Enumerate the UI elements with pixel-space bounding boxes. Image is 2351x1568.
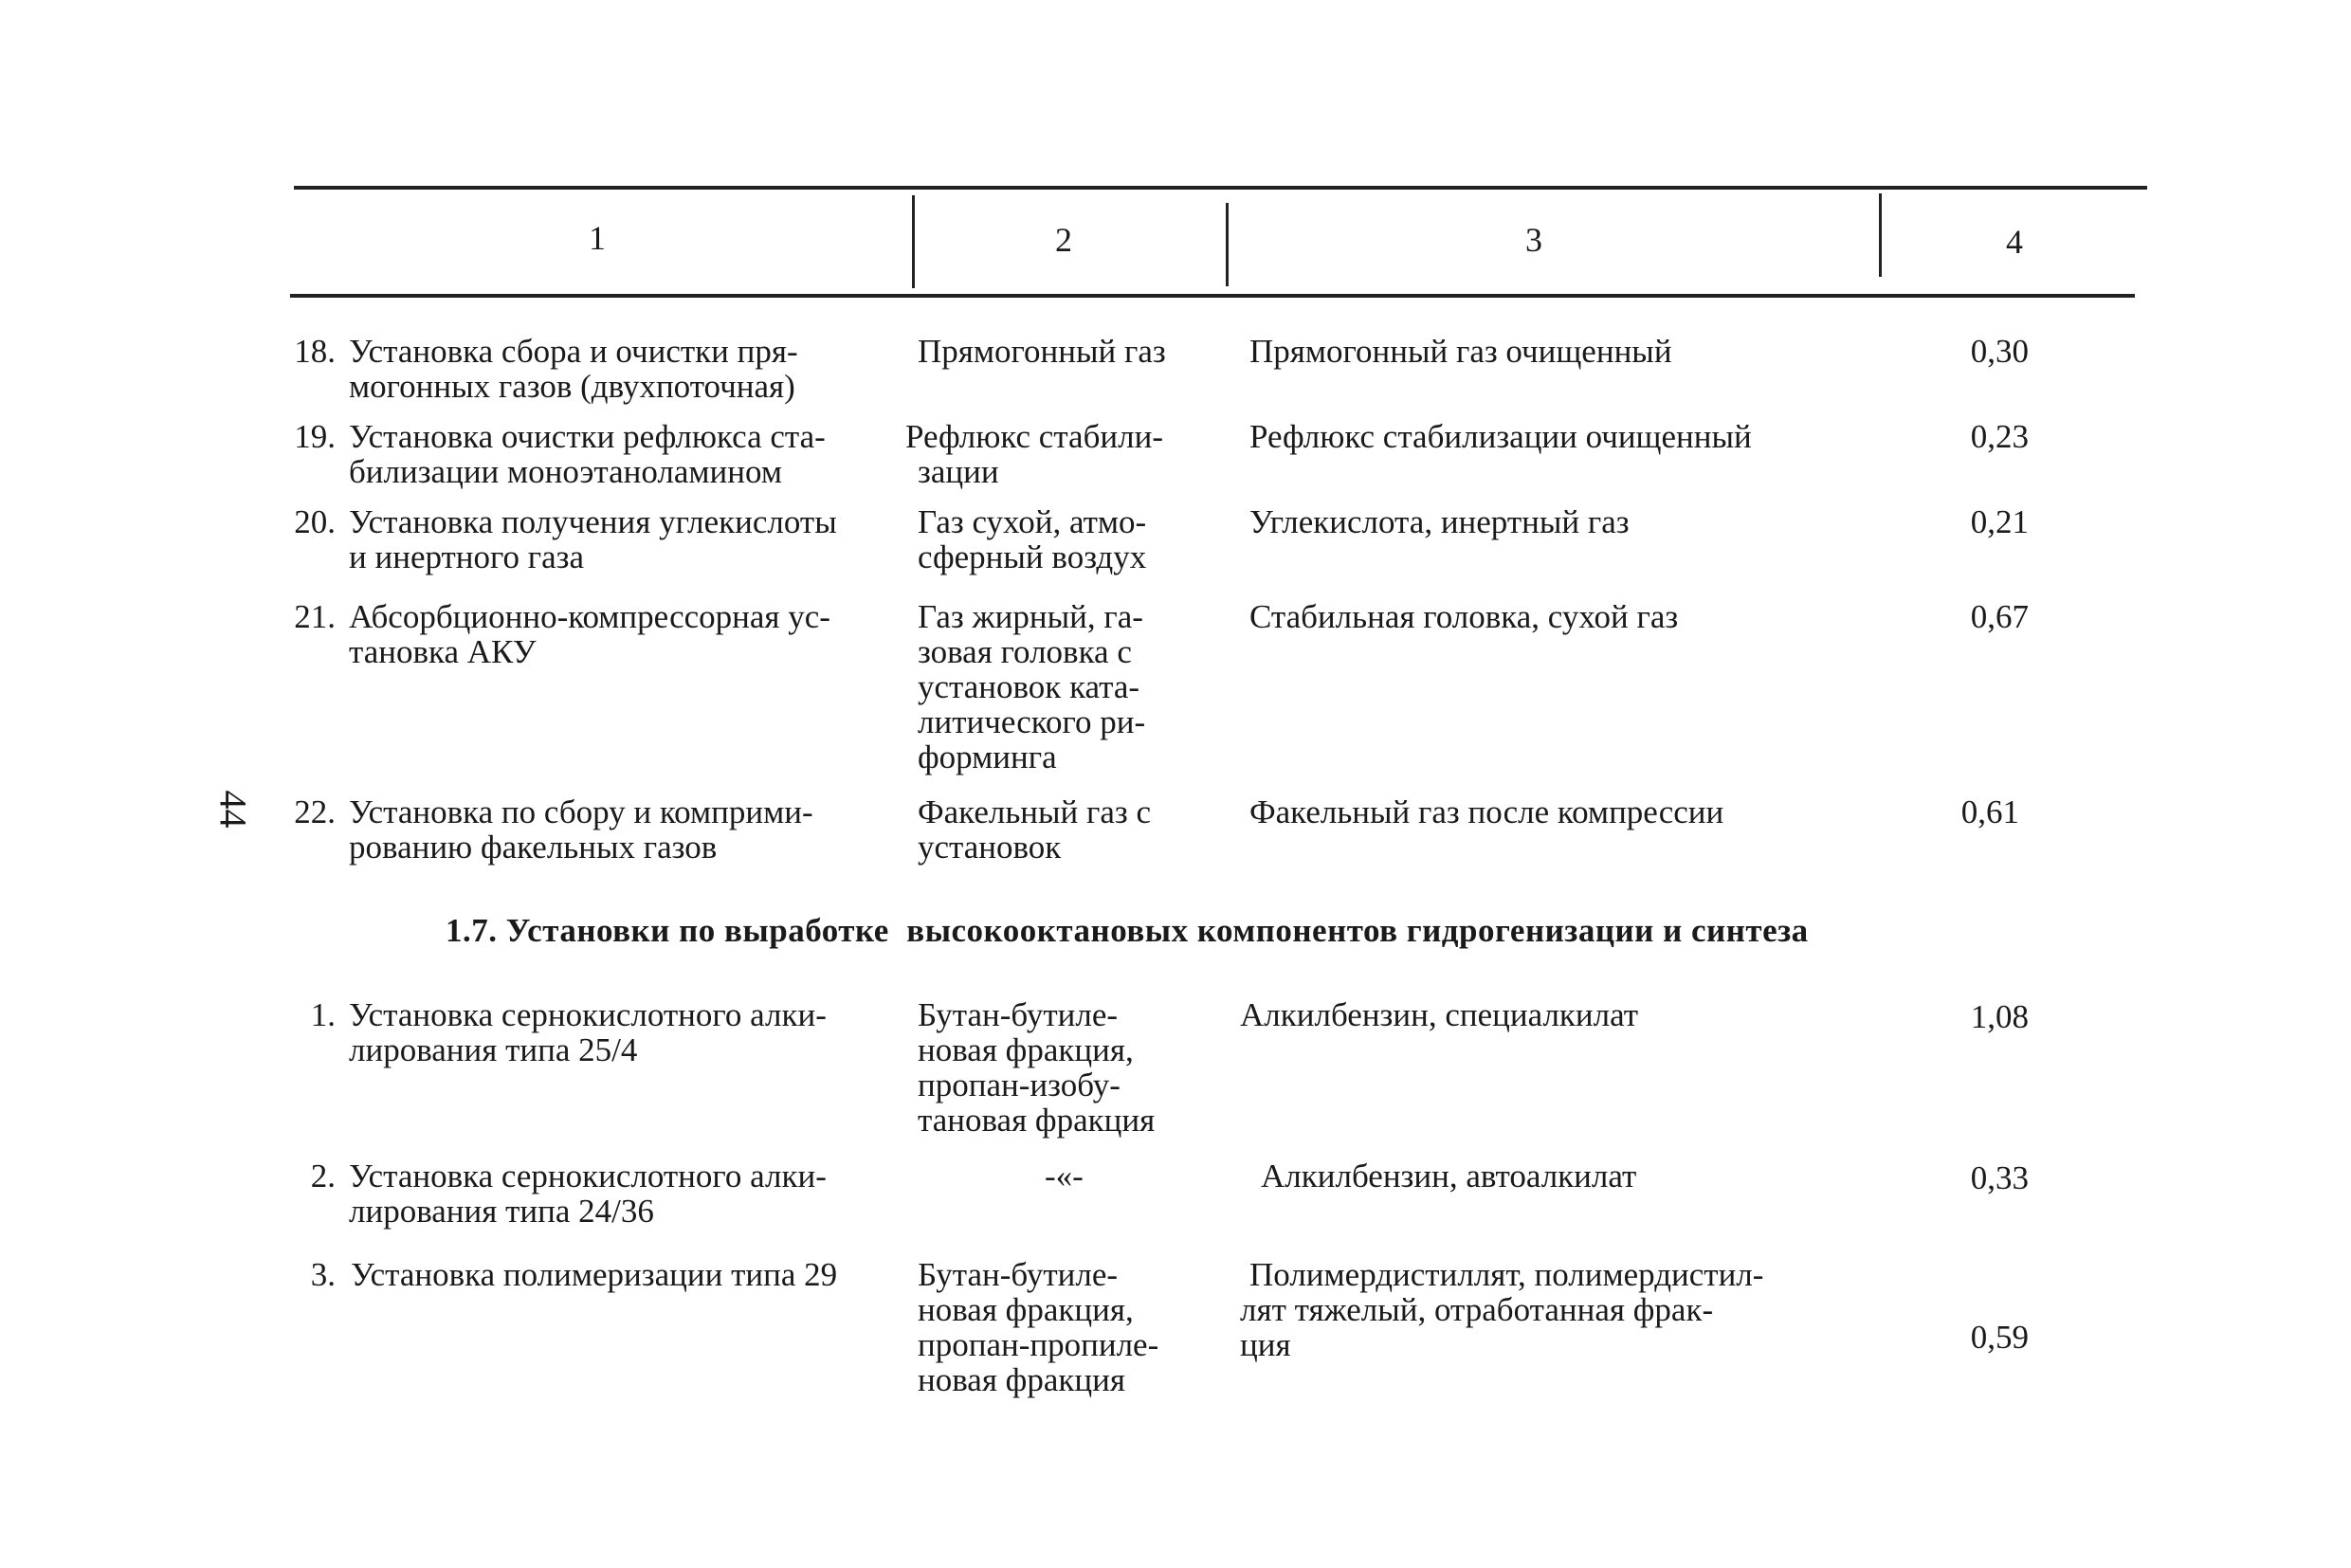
column-header-1: 1 [589,219,606,257]
section-title: 1.7. Установки по выработке высокооктановых компонентов гидрогенизации и синтеза [446,912,1809,949]
row-number: 22. [294,793,336,830]
row-name-line: Установка сернокислотного алки- [349,996,827,1033]
row-name-line: билизации моноэтаноламином [349,453,782,490]
row-feed-line: Газ сухой, атмо- [918,503,1147,540]
row-number: 1. [310,996,336,1033]
row-name-line: лирования типа 25/4 [349,1031,638,1068]
row-feed-line: новая фракция, [918,1291,1134,1328]
row-value: 0,61 [1960,793,2019,830]
row-name-line: Установка сбора и очистки пря- [349,333,798,370]
row-value: 0,33 [1970,1159,2029,1196]
row-feed-line: Прямогонный газ [918,333,1166,370]
column-header-2: 2 [1055,221,1072,259]
row-name-line: Установка полимеризации типа 29 [351,1256,838,1293]
row-number: 2. [310,1158,336,1194]
row-number: 20. [294,503,336,540]
row-value: 0,30 [1970,333,2029,370]
row-value: 1,08 [1970,998,2029,1035]
row-feed-line: -«- [1045,1158,1084,1194]
row-name-line: Установка очистки рефлюкса ста- [349,418,826,455]
header-separator-3 [1879,193,1882,277]
row-feed-line: тановая фракция [918,1102,1156,1139]
row-feed-line: пропан-изобу- [918,1067,1121,1103]
row-product-line: Факельный газ после компрессии [1249,793,1724,830]
column-header-3: 3 [1525,221,1542,259]
row-feed-line: новая фракция, [918,1031,1134,1068]
row-name-line: Абсорбционно-компрессорная ус- [349,598,830,635]
row-name-line: Установка по сбору и комприми- [349,793,813,830]
row-name-line: тановка АКУ [349,633,537,670]
row-product-line: Прямогонный газ очищенный [1249,333,1672,370]
table-header-bottom-rule [290,294,2135,298]
row-feed-line: Бутан-бутиле- [918,1256,1119,1293]
row-product-line: Алкилбензин, автоалкилат [1261,1158,1637,1194]
row-product-line: Стабильная головка, сухой газ [1249,598,1679,635]
header-separator-1 [912,195,915,288]
row-feed-line: Факельный газ с [918,793,1152,830]
row-product-line: Полимердистиллят, полимердистил- [1249,1256,1764,1293]
row-feed-line: пропан-пропиле- [918,1326,1159,1363]
row-name-line: и инертного газа [349,538,585,575]
row-value: 0,67 [1970,598,2029,635]
row-value: 0,59 [1970,1319,2029,1356]
row-name-line: лирования типа 24/36 [349,1193,654,1230]
row-product-line: Рефлюкс стабилизации очищенный [1249,418,1752,455]
row-product-line: Алкилбензин, специалкилат [1240,996,1639,1033]
row-feed-line: установок ката- [918,668,1140,705]
page-number: 44 [211,790,255,829]
row-number: 19. [294,418,336,455]
row-feed-line: новая фракция [918,1361,1125,1398]
column-header-4: 4 [2006,223,2023,261]
row-value: 0,21 [1970,503,2029,540]
row-product-line: лят тяжелый, отработанная фрак- [1240,1291,1714,1328]
row-name-line: рованию факельных газов [349,829,718,866]
table-top-rule [294,186,2147,190]
row-feed-line: литического ри- [918,703,1146,740]
row-feed-line: зовая головка с [918,633,1132,670]
row-number: 3. [310,1256,336,1293]
row-name-line: могонных газов (двухпоточная) [349,368,795,405]
row-value: 0,23 [1970,418,2029,455]
row-feed-line: зации [918,453,999,490]
row-number: 21. [294,598,336,635]
row-product-line: Углекислота, инертный газ [1249,503,1630,540]
row-product-line: ция [1240,1326,1291,1363]
row-feed-line: Газ жирный, га- [918,598,1143,635]
row-feed-line: установок [918,829,1062,866]
row-feed-line: Рефлюкс стабили- [905,418,1163,455]
row-feed-line: Бутан-бутиле- [918,996,1119,1033]
row-number: 18. [294,333,336,370]
row-name-line: Установка сернокислотного алки- [349,1158,827,1194]
row-feed-line: сферный воздух [918,538,1147,575]
row-name-line: Установка получения углекислоты [349,503,837,540]
row-feed-line: форминга [918,738,1057,775]
header-separator-2 [1226,203,1229,286]
